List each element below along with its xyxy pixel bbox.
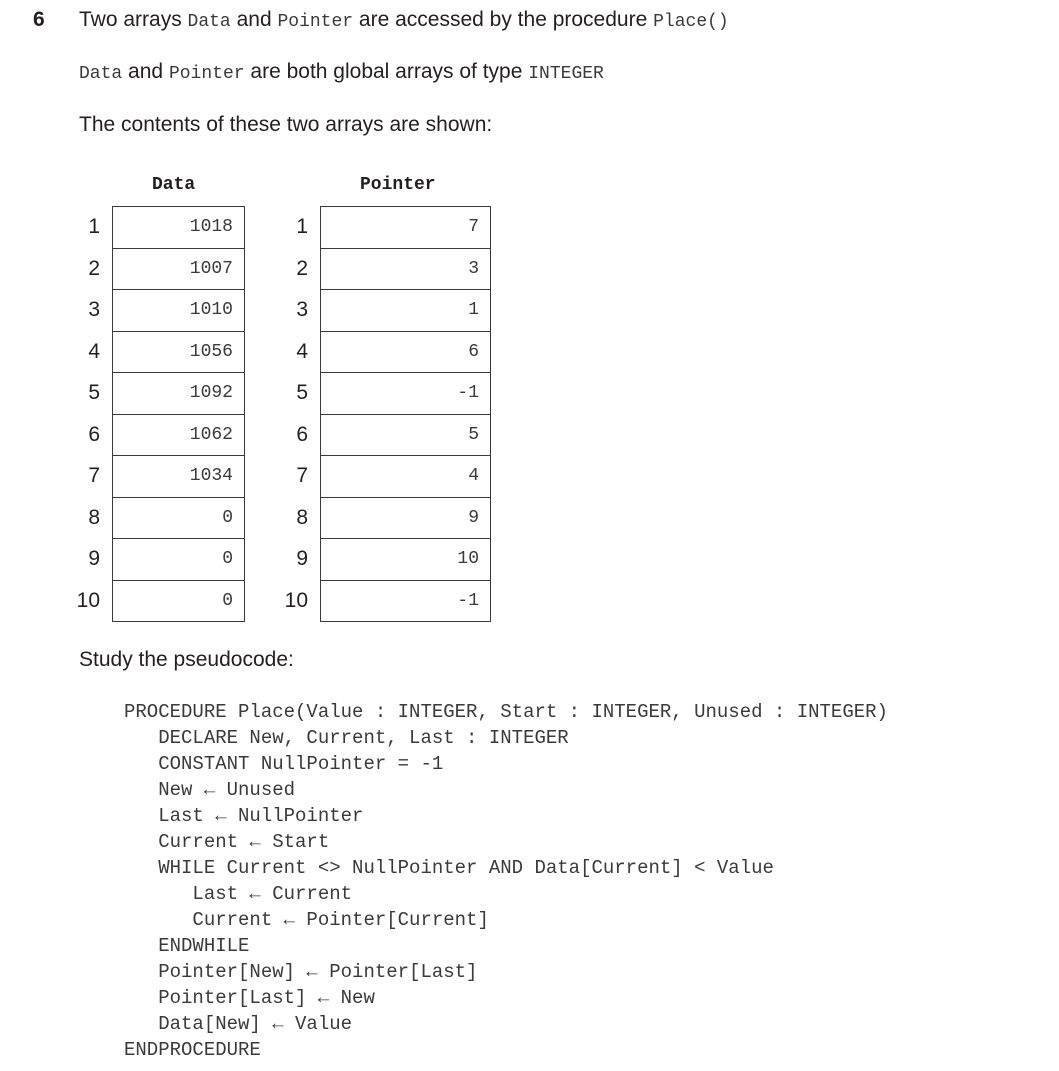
pointer-cell: 9 xyxy=(321,498,490,540)
study-instruction: Study the pseudocode: xyxy=(79,648,294,671)
pointer-index: 6 xyxy=(296,422,308,446)
pseudocode-line: Current ← Start xyxy=(124,831,330,853)
pseudocode-block xyxy=(124,699,888,1063)
pseudocode-line: Pointer[Last] ← New xyxy=(124,987,375,1009)
pseudocode-line: DECLARE New, Current, Last : INTEGER xyxy=(124,727,569,749)
pseudocode-line: ENDPROCEDURE xyxy=(124,1039,261,1061)
data-index: 6 xyxy=(88,422,100,446)
data-cell: 0 xyxy=(113,539,244,581)
code-pointer: Pointer xyxy=(168,64,245,84)
pseudocode-line: PROCEDURE Place(Value : INTEGER, Start : INTEGER, Unused : INTEGER) xyxy=(124,701,888,723)
intro-paragraph-3: The contents of these two arrays are shown: xyxy=(79,113,493,136)
data-cell: 1062 xyxy=(113,415,244,457)
text-fragment: and xyxy=(122,60,169,83)
data-cell: 1034 xyxy=(113,456,244,498)
data-index: 1 xyxy=(88,215,100,238)
pointer-index: 8 xyxy=(296,505,308,529)
pointer-cell: 1 xyxy=(321,290,490,332)
pointer-index-column xyxy=(274,206,308,621)
data-index-column xyxy=(66,206,100,621)
pointer-cell: -1 xyxy=(321,581,490,623)
code-integer: INTEGER xyxy=(528,64,604,84)
data-index: 5 xyxy=(88,381,100,404)
pointer-array-table xyxy=(320,206,491,622)
pointer-cell: 10 xyxy=(321,539,490,581)
data-index: 4 xyxy=(88,339,100,363)
pointer-cell: 7 xyxy=(321,207,490,249)
pointer-index: 4 xyxy=(296,339,308,363)
text-fragment: are both global arrays of type xyxy=(244,60,529,83)
pointer-cell: 4 xyxy=(321,456,490,498)
data-index: 2 xyxy=(88,256,100,280)
data-index: 7 xyxy=(88,464,100,487)
pseudocode-line: Last ← NullPointer xyxy=(124,805,364,827)
data-index: 8 xyxy=(88,505,100,529)
pointer-index: 5 xyxy=(296,381,308,404)
code-pointer: Pointer xyxy=(277,12,354,32)
pseudocode-line: Last ← Current xyxy=(124,883,353,905)
data-cell: 0 xyxy=(113,498,244,540)
data-cell: 1010 xyxy=(113,290,244,332)
pointer-array-title: Pointer xyxy=(360,175,436,195)
text-fragment: and xyxy=(230,8,278,31)
pointer-index: 2 xyxy=(296,256,308,280)
intro-paragraph-2 xyxy=(79,60,604,84)
pseudocode-line: CONSTANT NullPointer = -1 xyxy=(124,753,444,775)
pseudocode-line: WHILE Current <> NullPointer AND Data[Current] < Value xyxy=(124,857,774,879)
data-index: 3 xyxy=(88,298,100,321)
pointer-cell: 3 xyxy=(321,249,490,291)
pointer-index: 1 xyxy=(296,215,308,238)
data-cell: 1007 xyxy=(113,249,244,291)
data-array-table xyxy=(112,206,245,622)
data-cell: 1018 xyxy=(113,207,244,249)
intro-paragraph-1 xyxy=(79,8,729,32)
pointer-index: 7 xyxy=(296,464,308,487)
text-fragment: Two arrays xyxy=(79,8,188,31)
data-cell: 0 xyxy=(113,581,244,623)
pointer-index: 3 xyxy=(296,298,308,321)
data-cell: 1092 xyxy=(113,373,244,415)
pseudocode-line: ENDWHILE xyxy=(124,935,250,957)
data-cell: 1056 xyxy=(113,332,244,374)
question-number: 6 xyxy=(33,8,45,31)
pointer-index: 10 xyxy=(284,588,308,612)
code-data: Data xyxy=(187,12,231,32)
data-index: 10 xyxy=(76,588,100,612)
pseudocode-line: Data[New] ← Value xyxy=(124,1013,353,1035)
text-fragment: are accessed by the procedure xyxy=(353,8,654,31)
pointer-cell: 6 xyxy=(321,332,490,374)
code-data: Data xyxy=(79,64,123,84)
pseudocode-line: Current ← Pointer[Current] xyxy=(124,909,489,931)
data-index: 9 xyxy=(88,547,100,570)
pseudocode-line: Pointer[New] ← Pointer[Last] xyxy=(124,961,478,983)
data-array-title: Data xyxy=(152,175,196,195)
pseudocode-line: New ← Unused xyxy=(124,779,296,801)
code-place: Place() xyxy=(653,12,729,32)
pointer-cell: 5 xyxy=(321,415,490,457)
pointer-index: 9 xyxy=(296,547,308,570)
pointer-cell: -1 xyxy=(321,373,490,415)
